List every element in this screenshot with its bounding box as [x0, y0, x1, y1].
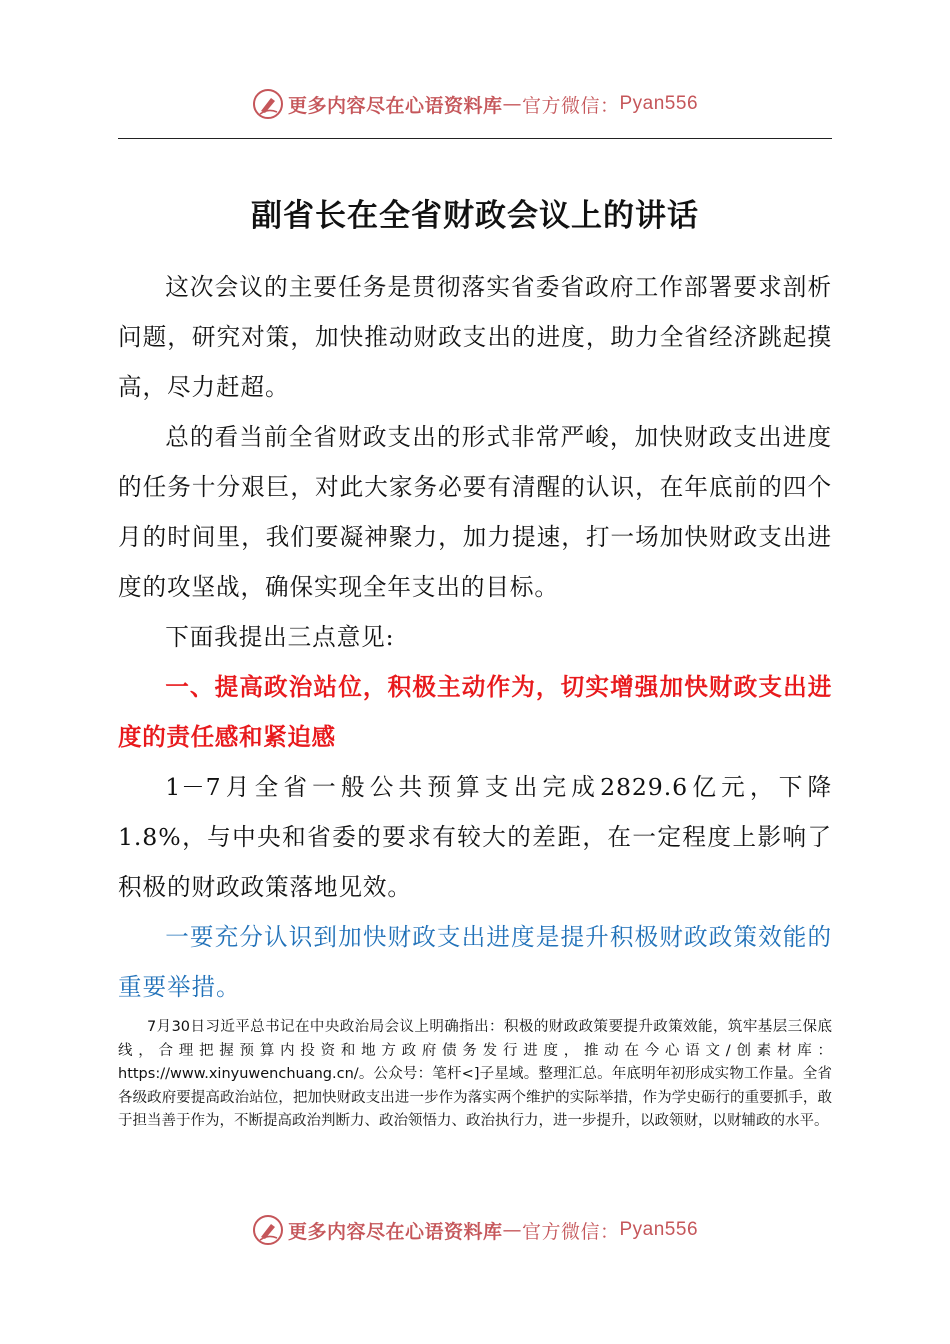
- header-divider: [118, 138, 832, 139]
- document-body: [118, 262, 832, 1134]
- pen-nib-logo-icon: [252, 88, 284, 120]
- banner-brand-text: 更多内容尽在心语资料库: [287, 1220, 503, 1243]
- pen-nib-logo-icon: [252, 1214, 284, 1246]
- banner-wechat-id: Pyan556: [619, 93, 699, 114]
- header-watermark-banner: [0, 84, 950, 124]
- footer-watermark-banner: [0, 1210, 950, 1250]
- body-paragraph-1: 这次会议的主要任务是贯彻落实省委省政府工作部署要求剖析问题，研究对策，加快推动财政支出的进度，助力全省经济跳起摸高，尽力赶超。: [118, 273, 832, 401]
- body-paragraph-3: 下面我提出三点意见:: [165, 623, 395, 651]
- small-print-paragraph: 7月30日习近平总书记在中央政治局会议上明确指出：积极的财政政策要提升政策效能，筑牢基层三保底线，合理把握预算内投资和地方政府债务发行进度，推动在今心语文/创素材库：https://www.xinyuwenchuang.cn/。公众号：笔杆<]子星域。整理汇总。年底明年初形成实物工作量。全省各级政府要提高政治站位，把加快财政支出进一步作为落实两个维护的实际举措，作为学史砺行的重要抓手，敢于担当善于作为，不断提高政治判断力、政治领悟力、政治执行力，进一步提升，以政领财，以财辅政的水平。: [118, 1019, 832, 1129]
- body-paragraph-2: 总的看当前全省财政支出的形式非常严峻，加快财政支出进度的任务十分艰巨，对此大家务必要有清醒的认识，在年底前的四个月的时间里，我们要凝神聚力，加力提速，打一场加快财政支出进度的攻坚战，确保实现全年支出的目标。: [118, 423, 832, 601]
- section-heading-1: 一、提高政治站位，积极主动作为，切实增强加快财政支出进度的责任感和紧迫感: [118, 673, 832, 751]
- banner-separator: —: [502, 1219, 522, 1241]
- subsection-heading-1: 一要充分认识到加快财政支出进度是提升积极财政政策效能的重要举措。: [118, 923, 832, 1001]
- banner-wechat-label: 官方微信：: [521, 1220, 620, 1243]
- banner-separator: —: [502, 93, 522, 115]
- body-paragraph-4: 1－7月全省一般公共预算支出完成2829.6亿元，下降1.8%，与中央和省委的要求有较大的差距，在一定程度上影响了积极的财政政策落地见效。: [118, 773, 832, 901]
- banner-wechat-id: Pyan556: [619, 1219, 699, 1240]
- document-title: 副省长在全省财政会议上的讲话: [251, 198, 699, 234]
- banner-brand-text: 更多内容尽在心语资料库: [287, 94, 503, 117]
- banner-wechat-label: 官方微信：: [521, 94, 620, 117]
